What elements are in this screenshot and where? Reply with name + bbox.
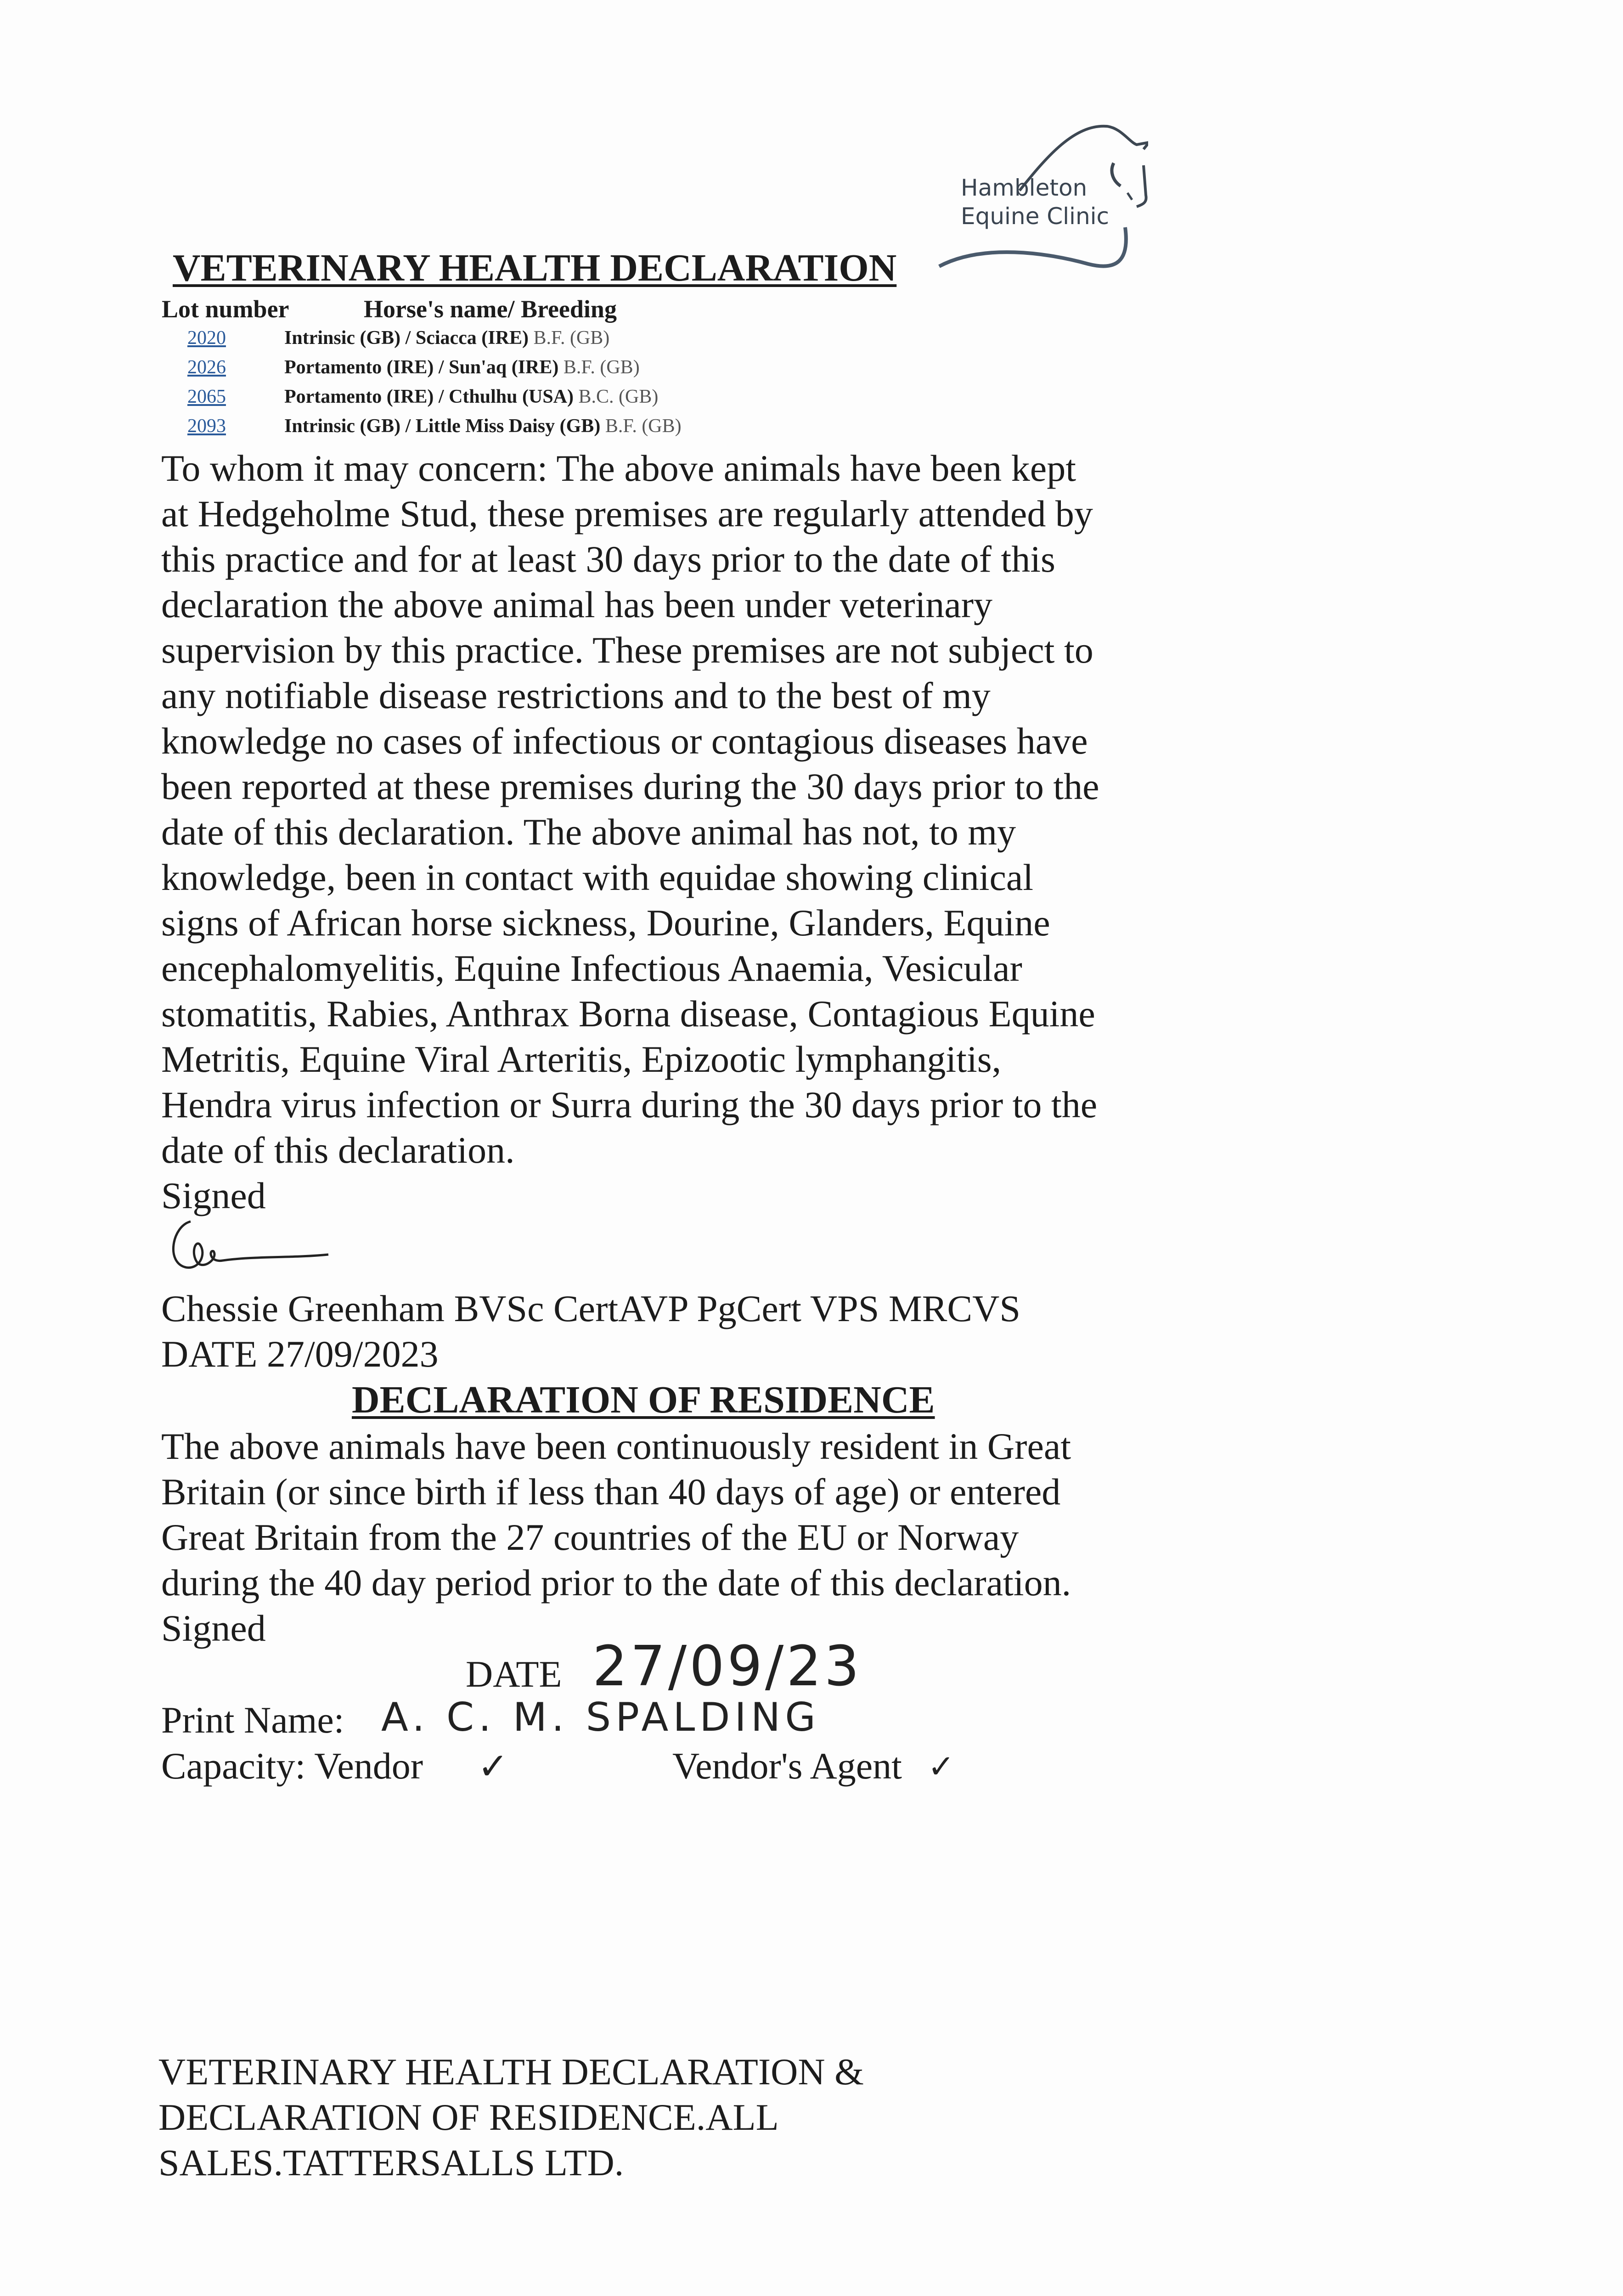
lot-number-link[interactable]: 2026 (187, 357, 226, 378)
text-line: knowledge, been in contact with equidae showing clinical (161, 856, 1034, 898)
residence-declaration-text (161, 1424, 1071, 1651)
handwritten-print-name: A. C. M. SPALDING (381, 1694, 820, 1740)
footer-line: SALES.TATTERSALLS LTD. (158, 2142, 624, 2183)
horse-description: B.F. (GB) (605, 416, 682, 437)
health-declaration-text (161, 445, 1099, 1218)
handwritten-date: 27/09/23 (592, 1635, 862, 1699)
horse-description: B.C. (GB) (578, 386, 659, 407)
horse-name: Portamento (IRE) / Cthulhu (USA) (284, 386, 574, 407)
horse-breeding (284, 356, 640, 378)
lot-number-link[interactable]: 2020 (187, 327, 226, 349)
text-line: during the 40 day period prior to the date of this declaration. (161, 1562, 1071, 1604)
lot-number-link[interactable]: 2093 (187, 416, 226, 437)
text-line: knowledge no cases of infectious or contagious diseases have (161, 720, 1088, 762)
text-line: Britain (or since birth if less than 40 days of age) or entered (161, 1471, 1061, 1513)
vendor-check-mark: ✓ (478, 1745, 509, 1788)
text-line: been reported at these premises during the 30 days prior to the (161, 765, 1099, 807)
signed-label: Signed (161, 1175, 266, 1216)
text-line: declaration the above animal has been under veterinary (161, 584, 993, 625)
logo-line-2: Equine Clinic (961, 203, 1110, 230)
logo-line-1: Hambleton (961, 174, 1088, 201)
text-line: To whom it may concern: The above animals have been kept (161, 447, 1076, 489)
text-line: The above animals have been continuously resident in Great (161, 1425, 1071, 1467)
text-line: Metritis, Equine Viral Arteritis, Epizootic lymphangitis, (161, 1038, 1002, 1080)
text-line: date of this declaration. The above animal has not, to my (161, 811, 1016, 853)
horse-description: B.F. (GB) (563, 357, 640, 378)
text-line: Great Britain from the 27 countries of the EU or Norway (161, 1516, 1019, 1558)
horse-name: Intrinsic (GB) / Sciacca (IRE) (284, 327, 529, 349)
signed-label: Signed (161, 1607, 266, 1649)
footer-line: VETERINARY HEALTH DECLARATION & (158, 2051, 864, 2093)
footer-text (158, 2049, 864, 2185)
clinic-logo (928, 106, 1148, 271)
vendor-agent-label: Vendor's Agent (672, 1745, 902, 1787)
horse-name-header: Horse's name/ Breeding (364, 295, 617, 323)
horse-breeding (284, 386, 658, 408)
footer-line: DECLARATION OF RESIDENCE.ALL (158, 2096, 779, 2138)
lot-number-header: Lot number (162, 295, 289, 323)
horse-breeding (284, 327, 609, 349)
capacity-vendor-label: Capacity: Vendor (161, 1745, 423, 1787)
horse-description: B.F. (GB) (533, 327, 610, 349)
vet-signatory-block (161, 1286, 1020, 1377)
health-declaration-title: VETERINARY HEALTH DECLARATION (173, 247, 897, 289)
text-line: date of this declaration. (161, 1129, 515, 1171)
text-line: Hendra virus infection or Surra during the 30 days prior to the (161, 1084, 1098, 1125)
text-line: stomatitis, Rabies, Anthrax Borna disease, Contagious Equine (161, 993, 1095, 1035)
residence-date-label: DATE (466, 1653, 562, 1695)
horse-breeding (284, 415, 682, 437)
horse-name: Intrinsic (GB) / Little Miss Daisy (GB) (284, 416, 601, 437)
signature-date: DATE 27/09/2023 (161, 1333, 439, 1375)
residence-declaration-title: DECLARATION OF RESIDENCE (352, 1379, 935, 1421)
signatory-name: Chessie Greenham BVSc CertAVP PgCert VPS MRCVS (161, 1288, 1020, 1329)
lot-number-link[interactable]: 2065 (187, 386, 226, 407)
vet-signature-icon (163, 1212, 338, 1281)
horse-name: Portamento (IRE) / Sun'aq (IRE) (284, 357, 559, 378)
print-name-label: Print Name: (161, 1699, 344, 1741)
text-line: at Hedgeholme Stud, these premises are regularly attended by (161, 493, 1093, 535)
text-line: any notifiable disease restrictions and to the best of my (161, 675, 991, 716)
text-line: supervision by this practice. These premises are not subject to (161, 629, 1093, 671)
text-line: this practice and for at least 30 days prior to the date of this (161, 538, 1055, 580)
text-line: signs of African horse sickness, Dourine, Glanders, Equine (161, 902, 1050, 944)
agent-check-mark: ✓ (928, 1748, 955, 1785)
text-line: encephalomyelitis, Equine Infectious Anaemia, Vesicular (161, 947, 1022, 989)
